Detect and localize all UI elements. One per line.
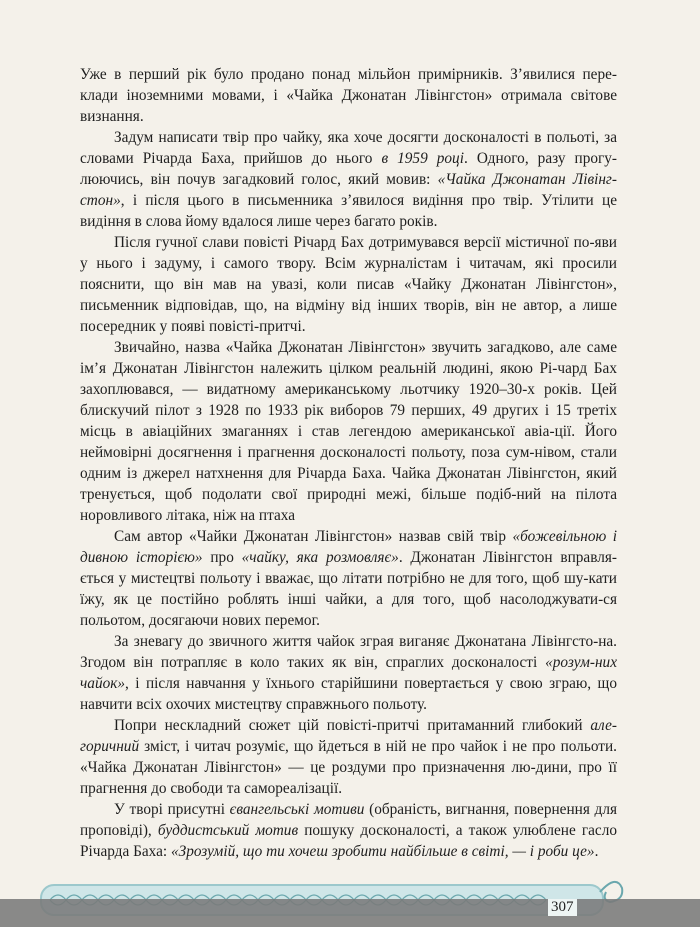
text-segment: , і після цього в письменника з’явилося видіння про твір. Утілити це видіння в слова йому вдалося лише через багато років.	[80, 192, 617, 230]
scan-bottom-strip	[0, 899, 700, 927]
text-segment: У творі присутні	[114, 801, 230, 818]
emphasis-text: євангельські мотиви	[229, 801, 365, 818]
text-segment: про	[202, 549, 242, 566]
paragraph	[80, 715, 617, 799]
paragraph	[80, 799, 617, 862]
emphasis-text: але-горичний	[80, 717, 617, 755]
text-segment: Уже в перший рік було продано понад мільйон примірників. З’явилися пере-клади іноземними мовами, і «Чайка Джонатан Лівінгстон» отримала світове визнання.	[80, 66, 617, 125]
page-footer	[0, 868, 700, 927]
emphasis-text: «Чайка Джонатан Лівінг-стон»	[80, 171, 617, 209]
text-segment: . Джонатан Лівінгстон вправля-ється у мистецтві польоту і вважає, що літати потрібно не для того, щоб шу-кати їжу, як це постійно роблять інші чайки, а для того, щоб насолоджувати-ся польотом, досягаючи нових перемог.	[80, 549, 617, 629]
text-segment: (обраність, вигнання, повернення для проповіді),	[80, 801, 618, 839]
page-number: 307	[548, 899, 577, 916]
emphasis-text: «чайку, яка розмовляє»	[241, 549, 399, 566]
text-segment: Задум написати твір про чайку, яка хоче досягти досконалості в польоті, за словами Річарда Баха, прийшов до нього	[80, 129, 617, 167]
text-segment: зміст, і читач розуміє, що йдеться в ній не про чайок і не про польоти. «Чайка Джонатан Лівінгстон» — це роздуми про призначення лю-дини, про її прагнення до свободи та самореалізації.	[80, 738, 617, 797]
emphasis-text: «божевільною і дивною історією»	[80, 528, 617, 566]
paragraph	[80, 526, 617, 631]
paragraph	[80, 64, 617, 127]
text-segment: пошуку досконалості, а також улюблене гасло Річарда Баха:	[80, 822, 617, 860]
text-segment: . Одного, разу прогу-люючись, він почув загадковий голос, який мовив:	[80, 150, 618, 188]
text-segment: За зневагу до звичного життя чайок зграя виганяє Джонатана Лівінгсто-на. Згодом він потрапляє в коло таких як він, спраглих досконалості	[80, 633, 617, 671]
text-segment: Сам автор «Чайки Джонатан Лівінгстон» назвав свій твір	[114, 528, 513, 545]
paragraph	[80, 127, 617, 232]
text-segment: Звичайно, назва «Чайка Джонатан Лівінгстон» звучить загадково, але саме ім’я Джонатан Лівінгстон належить цілком реальній людині, якою Рі-чард Бах захоплювався, — видатному американському льотчику 1920–30-х років. Цей блискучий пілот з 1928 по 1933 рік виборов 79 перших, 49 других і 15 третіх місць в авіаційних змаганнях і став легендою американської авіа-ції. Його неймовірні досягнення і прагнення досконалості польоту, поза сум-нівом, стали одним із джерел натхнення для Річарда Баха. Чайка Джонатан Лівінгстон, який тренується, щоб подолати свої природні межі, більше подіб-ний на пілота норовливого літака, ніж на птаха	[80, 339, 617, 524]
paragraph	[80, 232, 617, 337]
emphasis-text: «розум-них чайок»	[80, 654, 617, 692]
paragraph	[80, 631, 617, 715]
emphasis-text: в 1959 році	[381, 150, 464, 167]
text-segment: Попри нескладний сюжет цій повісті-притчі притаманний глибокий	[114, 717, 591, 734]
text-segment: Після гучної слави повісті Річард Бах дотримувався версії містичної по-яви у нього і задуму, і самого твору. Всім журналістам і читачам, які просили пояснити, що він мав на увазі, коли писав «Чайку Джонатан Лівінгстон», письменник відповідав, що, на відміну від інших творів, він не автор, а лише посередник у появі повісті-притчі.	[80, 234, 617, 335]
paragraph	[80, 337, 617, 526]
text-segment: .	[594, 843, 599, 860]
body-text	[80, 64, 617, 862]
emphasis-text: буддистський мотив	[157, 822, 299, 839]
emphasis-text: «Зрозумій, що ти хочеш зробити найбільше в світі, — і роби це»	[170, 843, 595, 860]
text-segment: , і після навчання у їхнього старійшини повертається у свою зграю, що навчити всіх охочих мистецтву справжнього польоту.	[80, 675, 617, 713]
